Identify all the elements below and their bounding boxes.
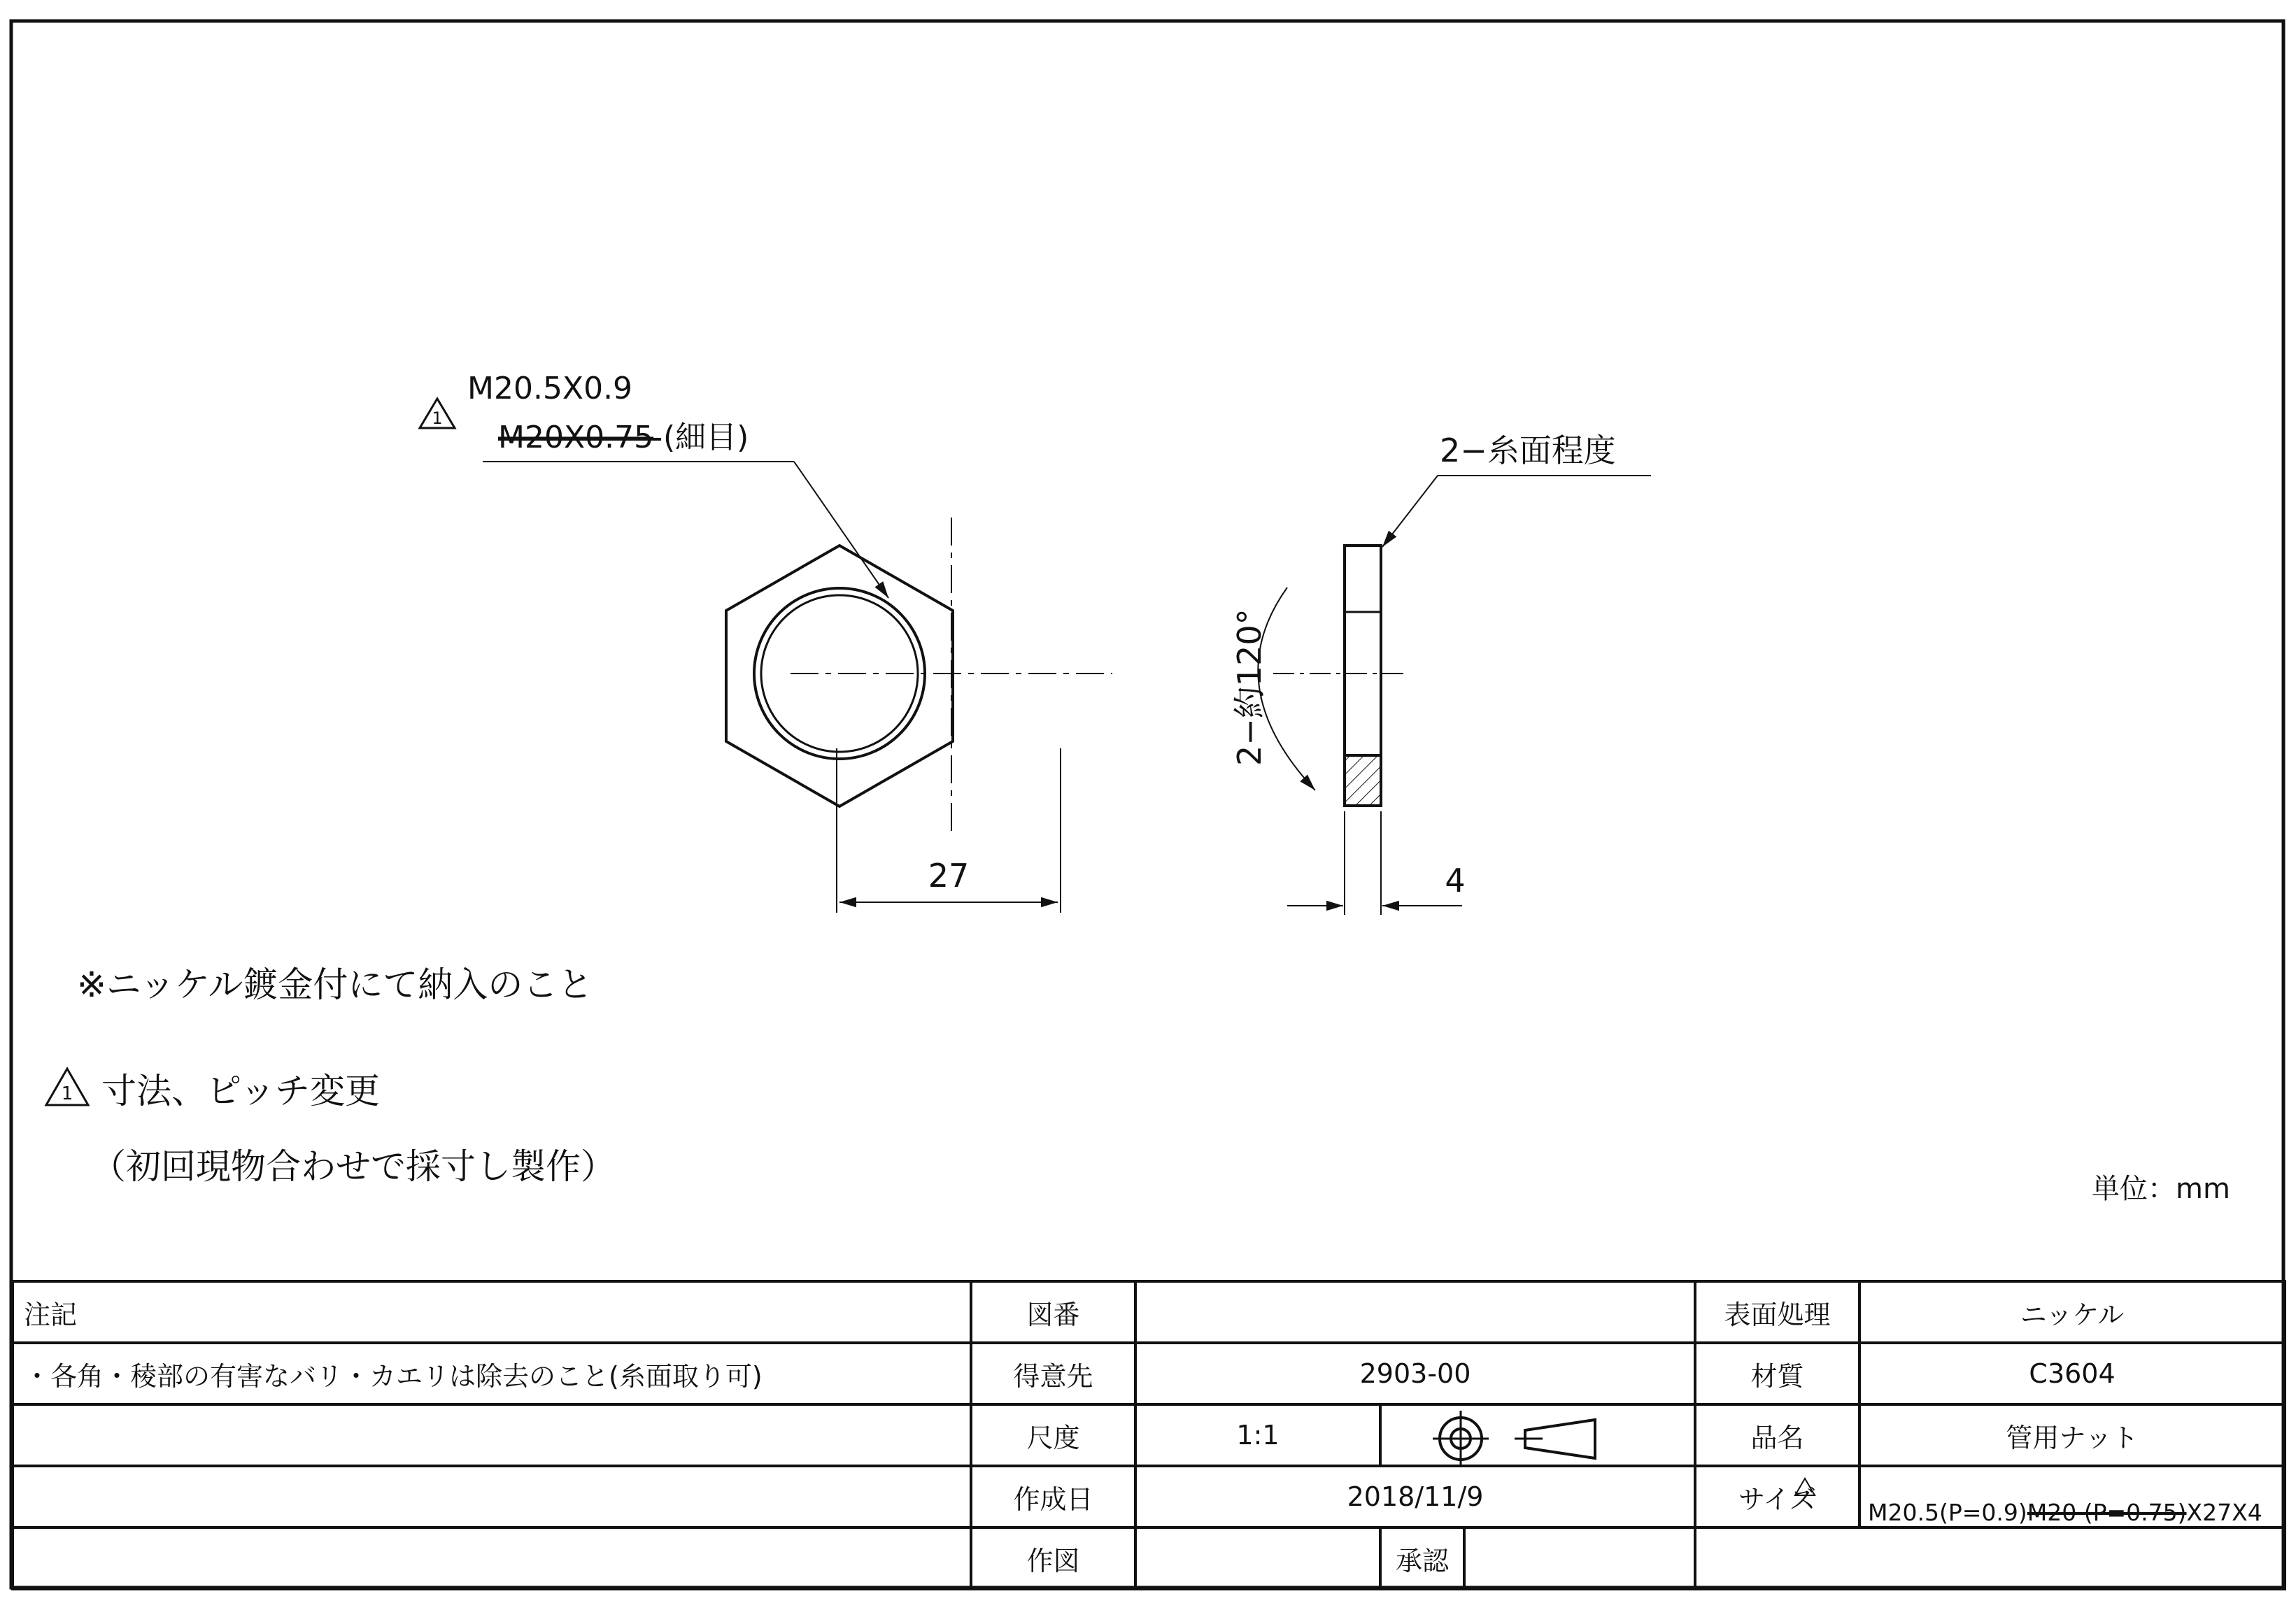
notes-line3 <box>13 1466 971 1527</box>
scale-value: 1:1 <box>1135 1404 1380 1466</box>
dim-width-label: 27 <box>928 857 970 895</box>
scale-label: 尺度 <box>971 1404 1135 1466</box>
chamfer-callout <box>1382 432 1651 547</box>
thread-spec-suffix: (細目) <box>663 420 749 455</box>
date-value: 2018/11/9 <box>1135 1466 1695 1527</box>
dimension-thickness <box>1287 811 1466 915</box>
chamfer-label: 2−糸面程度 <box>1440 432 1616 469</box>
svg-text:1: 1 <box>432 408 443 428</box>
notes-label: 注記 <box>13 1281 971 1343</box>
thread-spec-old: M20X0.75 <box>498 420 654 455</box>
notes-line1: ・各角・稜部の有害なバリ・カエリは除去のこと(糸面取り可) <box>13 1343 971 1404</box>
dim-thickness-label: 4 <box>1445 862 1466 899</box>
material-label: 材質 <box>1695 1343 1859 1404</box>
surface-value: ニッケル <box>1859 1281 2285 1343</box>
size-value <box>1859 1466 2285 1527</box>
customer-value: 2903-00 <box>1135 1343 1695 1404</box>
empty-cell <box>1695 1527 2285 1589</box>
svg-text:1: 1 <box>61 1083 73 1104</box>
revision-detail-note: （初回現物合わせで採寸し製作） <box>91 1146 616 1187</box>
part-value: 管用ナット <box>1859 1404 2285 1466</box>
thread-spec-new: M20.5X0.9 <box>467 371 633 406</box>
revision-note: 寸法、ピッチ変更 <box>101 1071 380 1111</box>
drawn-value <box>1135 1527 1380 1589</box>
approved-label: 承認 <box>1380 1527 1464 1589</box>
unit-label: 単位：mm <box>2092 1173 2230 1205</box>
notes-line2 <box>13 1404 971 1466</box>
thread-callout <box>420 371 888 598</box>
size-new: M20.5(P=0.9) <box>1868 1499 2027 1526</box>
approved-value <box>1464 1527 1695 1589</box>
size-suffix: X27X4 <box>2186 1499 2262 1526</box>
hex-nut-front-view <box>726 518 1112 836</box>
hex-nut-side-view <box>1231 546 1406 806</box>
size-label: サイズ <box>1695 1466 1859 1527</box>
angle-label: 2−約120° <box>1231 608 1268 766</box>
size-old: M20 (P=0.75) <box>2027 1499 2187 1526</box>
plating-note: ※ニッケル鍍金付にて納入のこと <box>77 964 593 1005</box>
section-hatch <box>1345 757 1381 806</box>
part-label: 品名 <box>1695 1404 1859 1466</box>
material-value: C3604 <box>1859 1343 2285 1404</box>
notes-line4 <box>13 1527 971 1589</box>
date-label: 作成日 <box>971 1466 1135 1527</box>
title-block <box>11 1280 2286 1590</box>
drawn-label: 作図 <box>971 1527 1135 1589</box>
surface-label: 表面処理 <box>1695 1281 1859 1343</box>
drawing-no-label: 図番 <box>971 1281 1135 1343</box>
projection-cell <box>1380 1404 1695 1466</box>
customer-label: 得意先 <box>971 1343 1135 1404</box>
dimension-width <box>837 748 1061 913</box>
drawing-no-value <box>1135 1281 1695 1343</box>
